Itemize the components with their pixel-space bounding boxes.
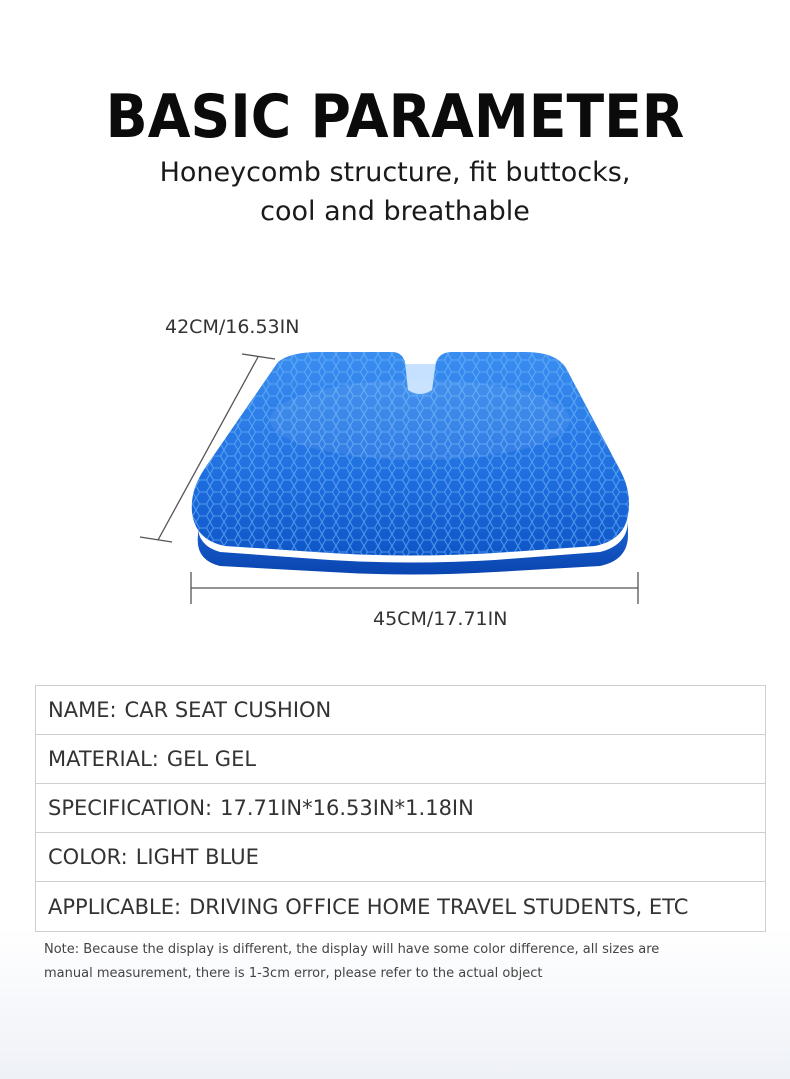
- spec-label: NAME:: [48, 698, 117, 722]
- spec-value: LIGHT BLUE: [135, 845, 259, 869]
- note-line-2: manual measurement, there is 1-3cm error, please refer to the actual object: [44, 966, 543, 981]
- spec-value: CAR SEAT CUSHION: [124, 698, 332, 722]
- spec-value: 17.71IN*16.53IN*1.18IN: [220, 796, 474, 820]
- spec-row-name: [36, 686, 765, 735]
- spec-value: GEL GEL: [166, 747, 257, 771]
- disclaimer-note: [44, 938, 744, 986]
- depth-label: 42CM/16.53IN: [165, 316, 300, 338]
- subtitle-line-1: Honeycomb structure, fit buttocks,: [159, 157, 631, 188]
- spec-row-color: [36, 833, 765, 882]
- spec-label: SPECIFICATION:: [48, 796, 213, 820]
- subtitle-line-2: cool and breathable: [260, 196, 530, 227]
- spec-value: DRIVING OFFICE HOME TRAVEL STUDENTS, ETC: [189, 894, 689, 919]
- spec-label: APPLICABLE:: [48, 894, 182, 919]
- width-dimension-line: [191, 572, 638, 604]
- spec-row-material: [36, 735, 765, 784]
- spec-row-applicable: [36, 882, 765, 931]
- page-title: BASIC PARAMETER: [105, 82, 685, 152]
- note-line-1: Note: Because the display is different, the display will have some color difference, all sizes are: [44, 942, 660, 957]
- spec-row-specification: [36, 784, 765, 833]
- spec-label: COLOR:: [48, 845, 128, 869]
- spec-label: MATERIAL:: [48, 747, 159, 771]
- spec-table: [35, 685, 766, 932]
- width-label: 45CM/17.71IN: [373, 608, 508, 630]
